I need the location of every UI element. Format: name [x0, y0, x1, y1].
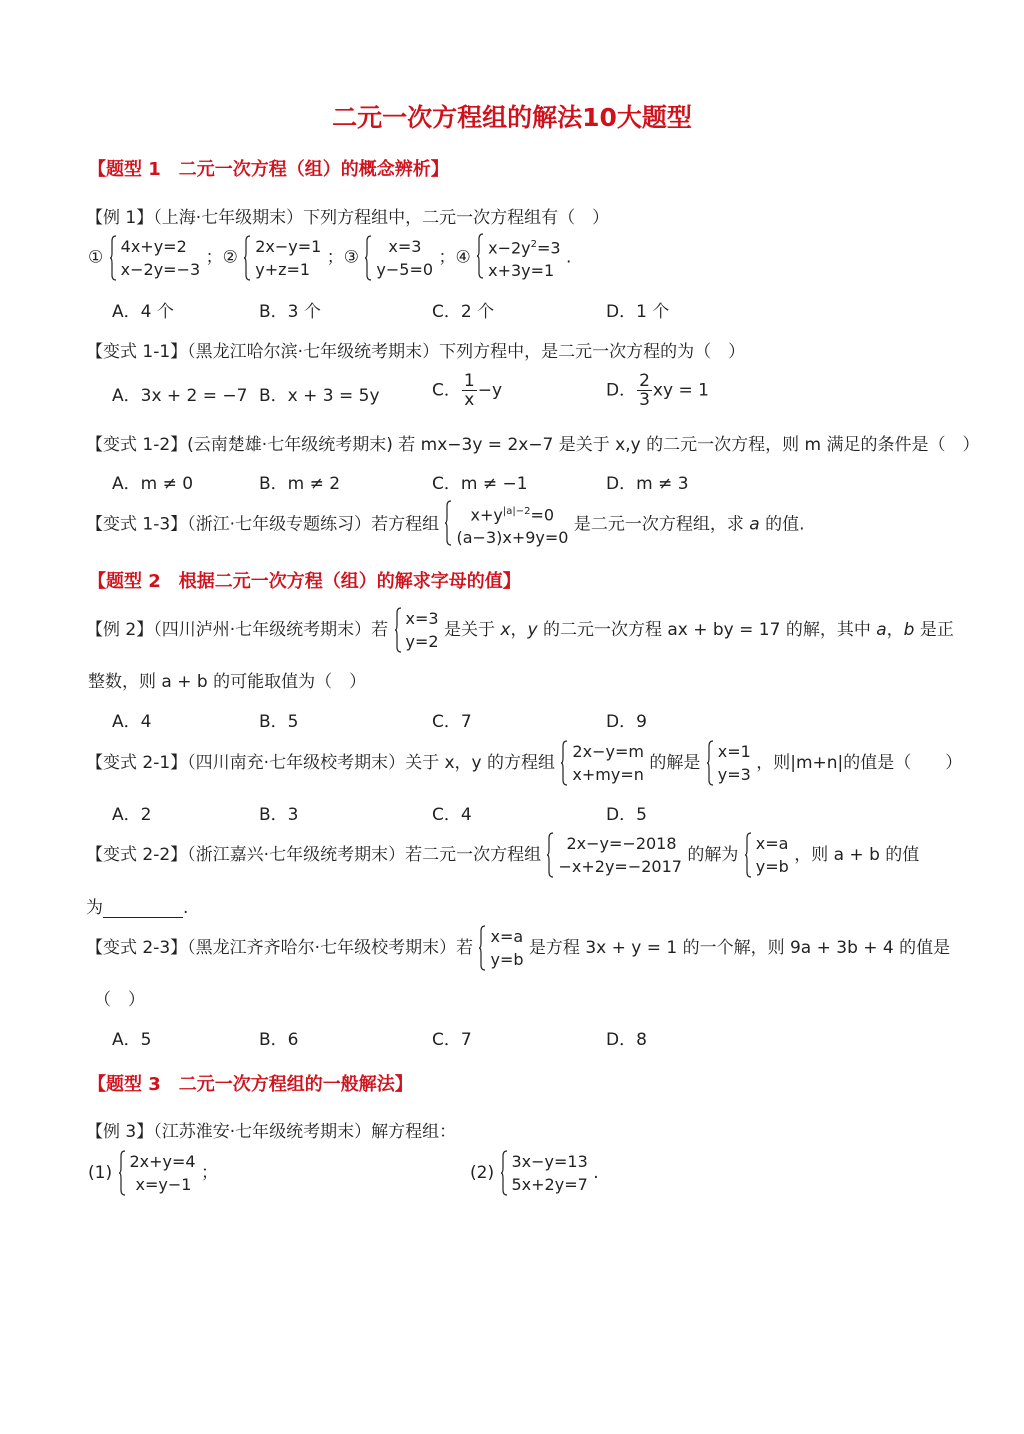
- brace-icon: [109, 235, 117, 281]
- question-text: (云南楚雄·七年级统考期末) 若 mx−3y = 2x−7 是关于 x,y 的二元一次方程，则 m 满足的条件是（ ）: [187, 435, 980, 455]
- question-tag: 【例 3】: [86, 1122, 154, 1142]
- example-3-part-1: (1) 2x+y=4 x=y−1 ；: [88, 1152, 219, 1194]
- equation-system: 4x+y=2 x−2y=−3: [109, 235, 201, 281]
- example-3-part-2: (2) 3x−y=13 5x+2y=7 .: [470, 1152, 599, 1194]
- example-2-line2: 整数，则 a + b 的可能取值为（ ）: [88, 672, 367, 692]
- option-c: C．m ≠ −1: [432, 474, 528, 494]
- section-heading-1: 【题型 1 二元一次方程（组）的概念辨析】: [88, 159, 449, 180]
- fraction: $\frac{2}{3}$: [639, 371, 650, 410]
- equation-system: x=3 y−5=0: [364, 235, 433, 281]
- equation-system: 3x−y=13 5x+2y=7: [500, 1150, 588, 1196]
- equation-system: x=a y=b: [478, 925, 523, 971]
- choice-marker-2: ；②: [205, 247, 238, 268]
- variant-1-2-stem: [86, 430, 979, 455]
- equation-system: 2x−y=1 y+z=1: [243, 235, 321, 281]
- brace-icon: [444, 500, 452, 546]
- option-b: B．6: [259, 1030, 299, 1050]
- example-1-stem: [86, 203, 609, 228]
- brace-icon: [500, 1150, 508, 1196]
- equation-system: 2x+y=4 x=y−1: [118, 1150, 196, 1196]
- option-a: A．2: [112, 805, 152, 825]
- brace-icon: [744, 832, 752, 878]
- question-text: （黑龙江哈尔滨·七年级统考期末）下列方程中，是二元一次方程的为（ ）: [187, 342, 746, 362]
- brace-icon: [364, 235, 372, 281]
- choice-marker-1: ①: [88, 247, 104, 268]
- option-c: C．7: [432, 712, 472, 732]
- option-a: A．4 个: [112, 302, 174, 322]
- option-c: C．7: [432, 1030, 472, 1050]
- option-c: C． $\frac{1}{x}$ −y: [432, 371, 503, 410]
- option-b: B．3 个: [259, 302, 321, 322]
- equation-system: 2x−y=−2018 −x+2y=−2017: [546, 832, 681, 878]
- example-1-systems: ① 4x+y=2 x−2y=−3 ；② 2x−y=1 y+z=1 ；③ x=3 y−5=0 ；④ $x-2y^2=3$ x+3y=1 .: [88, 233, 571, 282]
- variant-2-3-line2: （ ）: [94, 990, 145, 1010]
- example-3-stem: 【例 3】（江苏淮安·七年级统考期末）解方程组：: [86, 1122, 457, 1142]
- section-heading-3: 【题型 3 二元一次方程组的一般解法】: [88, 1074, 413, 1095]
- question-tag: 【变式 2-3】: [86, 938, 188, 958]
- option-a: A．5: [112, 1030, 152, 1050]
- brace-icon: [560, 740, 568, 786]
- option-d: D．m ≠ 3: [606, 474, 689, 494]
- brace-icon: [476, 233, 484, 279]
- question-tag: 【例 2】: [86, 620, 154, 640]
- option-d: D．8: [606, 1030, 647, 1050]
- variant-2-1-stem: 【变式 2-1】（四川南充·七年级校考期末）关于 x，y 的方程组 2x−y=m x+my=n 的解是 x=1 y=3 ，则|m+n|的值是（ ）: [86, 742, 963, 784]
- option-b: B．x + 3 = 5y: [259, 386, 380, 406]
- option-c: C．4: [432, 805, 472, 825]
- option-a: A．m ≠ 0: [112, 474, 194, 494]
- question-text: （浙江·七年级专题练习）若方程组: [187, 514, 440, 535]
- equation-system: $x-2y^2=3$ x+3y=1: [476, 233, 561, 282]
- brace-icon: [706, 740, 714, 786]
- variant-1-3-stem: 【变式 1-3】（浙江·七年级专题练习）若方程组 $x+y^{|a|-2}=0$ (a−3)x+9y=0 是二元一次方程组，求 a 的值.: [86, 500, 805, 549]
- brace-icon: [546, 832, 554, 878]
- equation-system: x=a y=b: [744, 832, 789, 878]
- question-tag: 【变式 1-2】: [86, 435, 188, 455]
- brace-icon: [394, 607, 402, 653]
- option-d: D．1 个: [606, 302, 670, 322]
- option-a: A．4: [112, 712, 152, 732]
- section-heading-2: 【题型 2 根据二元一次方程（组）的解求字母的值】: [88, 571, 521, 592]
- question-tag: 【变式 1-3】: [86, 514, 188, 535]
- option-c: C．2 个: [432, 302, 495, 322]
- equation-system: x=1 y=3: [706, 740, 751, 786]
- page-title: 二元一次方程组的解法10大题型: [332, 103, 692, 132]
- question-tag: 【变式 2-1】: [86, 753, 188, 773]
- equation-system: x=3 y=2: [394, 607, 439, 653]
- answer-blank[interactable]: [103, 901, 183, 918]
- brace-icon: [243, 235, 251, 281]
- variant-2-2-line2: 为 .: [86, 898, 189, 918]
- equation-system: 2x−y=m x+my=n: [560, 740, 644, 786]
- option-b: B．m ≠ 2: [259, 474, 341, 494]
- option-d: D．5: [606, 805, 647, 825]
- variant-1-1-stem: [86, 337, 745, 362]
- question-tag: 【变式 1-1】: [86, 342, 188, 362]
- equation-system: $x+y^{|a|-2}=0$ (a−3)x+9y=0: [444, 500, 568, 549]
- option-d: D． $\frac{2}{3}$ xy = 1: [606, 371, 709, 410]
- question-tag: 【例 1】: [86, 208, 154, 228]
- option-b: B．3: [259, 805, 299, 825]
- variant-2-3-stem: 【变式 2-3】（黑龙江齐齐哈尔·七年级校考期末）若 x=a y=b 是方程 3x + y = 1 的一个解，则 9a + 3b + 4 的值是: [86, 927, 951, 969]
- option-d: D．9: [606, 712, 647, 732]
- choice-marker-4: ；④: [438, 247, 471, 268]
- option-b: B．5: [259, 712, 299, 732]
- question-tag: 【变式 2-2】: [86, 845, 188, 865]
- brace-icon: [478, 925, 486, 971]
- variant-2-2-stem: 【变式 2-2】（浙江嘉兴·七年级统考期末）若二元一次方程组 2x−y=−2018 −x+2y=−2017 的解为 x=a y=b ，则 a + b 的值: [86, 834, 920, 876]
- choice-marker-3: ；③: [326, 247, 359, 268]
- question-text: （上海·七年级期末）下列方程组中，二元一次方程组有（ ）: [153, 208, 610, 228]
- example-2-stem: 【例 2】（四川泸州·七年级统考期末）若 x=3 y=2 是关于 x，y 的二元一次方程 ax + by = 17 的解，其中 a，b 是正: [86, 609, 954, 651]
- option-a: A．3x + 2 = −7: [112, 386, 248, 406]
- brace-icon: [118, 1150, 126, 1196]
- fraction: $\frac{1}{x}$: [463, 371, 475, 410]
